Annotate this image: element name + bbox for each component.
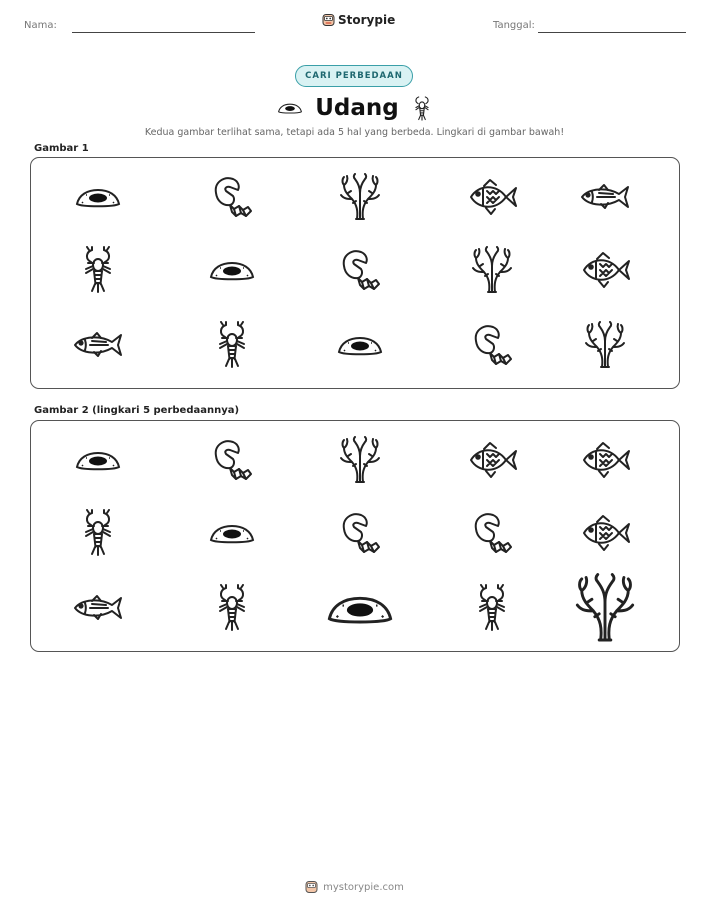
claw-icon bbox=[468, 321, 516, 369]
coral-icon bbox=[583, 321, 627, 369]
claw-icon bbox=[336, 509, 384, 557]
burrow-icon bbox=[208, 519, 256, 547]
coral-icon bbox=[573, 573, 637, 643]
footer-url: mystorypie.com bbox=[323, 881, 404, 893]
coral-icon bbox=[338, 436, 382, 484]
brand-name: Storypie bbox=[338, 13, 396, 27]
date-label: Tanggal: bbox=[493, 20, 535, 31]
burrow-icon bbox=[325, 588, 395, 629]
page-title: Udang bbox=[315, 95, 399, 121]
tuna-icon bbox=[579, 182, 631, 212]
tuna-icon bbox=[72, 330, 124, 360]
claw-icon bbox=[336, 246, 384, 294]
fish-icon bbox=[579, 513, 631, 553]
tuna-icon bbox=[72, 593, 124, 623]
shrimp-icon bbox=[212, 584, 252, 632]
picture-1-label: Gambar 1 bbox=[34, 143, 89, 154]
coral-icon bbox=[338, 173, 382, 221]
burrow-icon bbox=[74, 446, 122, 474]
claw-icon bbox=[208, 436, 256, 484]
worksheet-type-badge: CARI PERBEDAAN bbox=[295, 65, 413, 87]
footer bbox=[0, 880, 709, 894]
burrow-icon bbox=[208, 256, 256, 284]
date-line[interactable] bbox=[538, 32, 686, 33]
title-row bbox=[270, 92, 440, 124]
shrimp-icon bbox=[78, 246, 118, 294]
fish-icon bbox=[466, 440, 518, 480]
storypie-mascot-icon bbox=[305, 880, 318, 894]
brand-logo bbox=[322, 13, 395, 27]
claw-icon bbox=[468, 509, 516, 557]
fish-icon bbox=[466, 177, 518, 217]
instructions: Kedua gambar terlihat sama, tetapi ada 5 hal yang berbeda. Lingkari di gambar bawah! bbox=[144, 127, 565, 138]
fish-icon bbox=[579, 440, 631, 480]
name-label: Nama: bbox=[24, 20, 57, 31]
burrow-icon bbox=[336, 331, 384, 359]
storypie-mascot-icon bbox=[322, 13, 335, 27]
name-line[interactable] bbox=[72, 32, 255, 33]
picture-2-label: Gambar 2 (lingkari 5 perbedaannya) bbox=[34, 405, 240, 416]
coral-icon bbox=[470, 246, 514, 294]
burrow-icon bbox=[277, 100, 303, 116]
fish-icon bbox=[579, 250, 631, 290]
shrimp-icon bbox=[78, 509, 118, 557]
claw-icon bbox=[208, 173, 256, 221]
shrimp-icon bbox=[411, 93, 433, 123]
shrimp-icon bbox=[472, 584, 512, 632]
shrimp-icon bbox=[212, 321, 252, 369]
burrow-icon bbox=[74, 183, 122, 211]
